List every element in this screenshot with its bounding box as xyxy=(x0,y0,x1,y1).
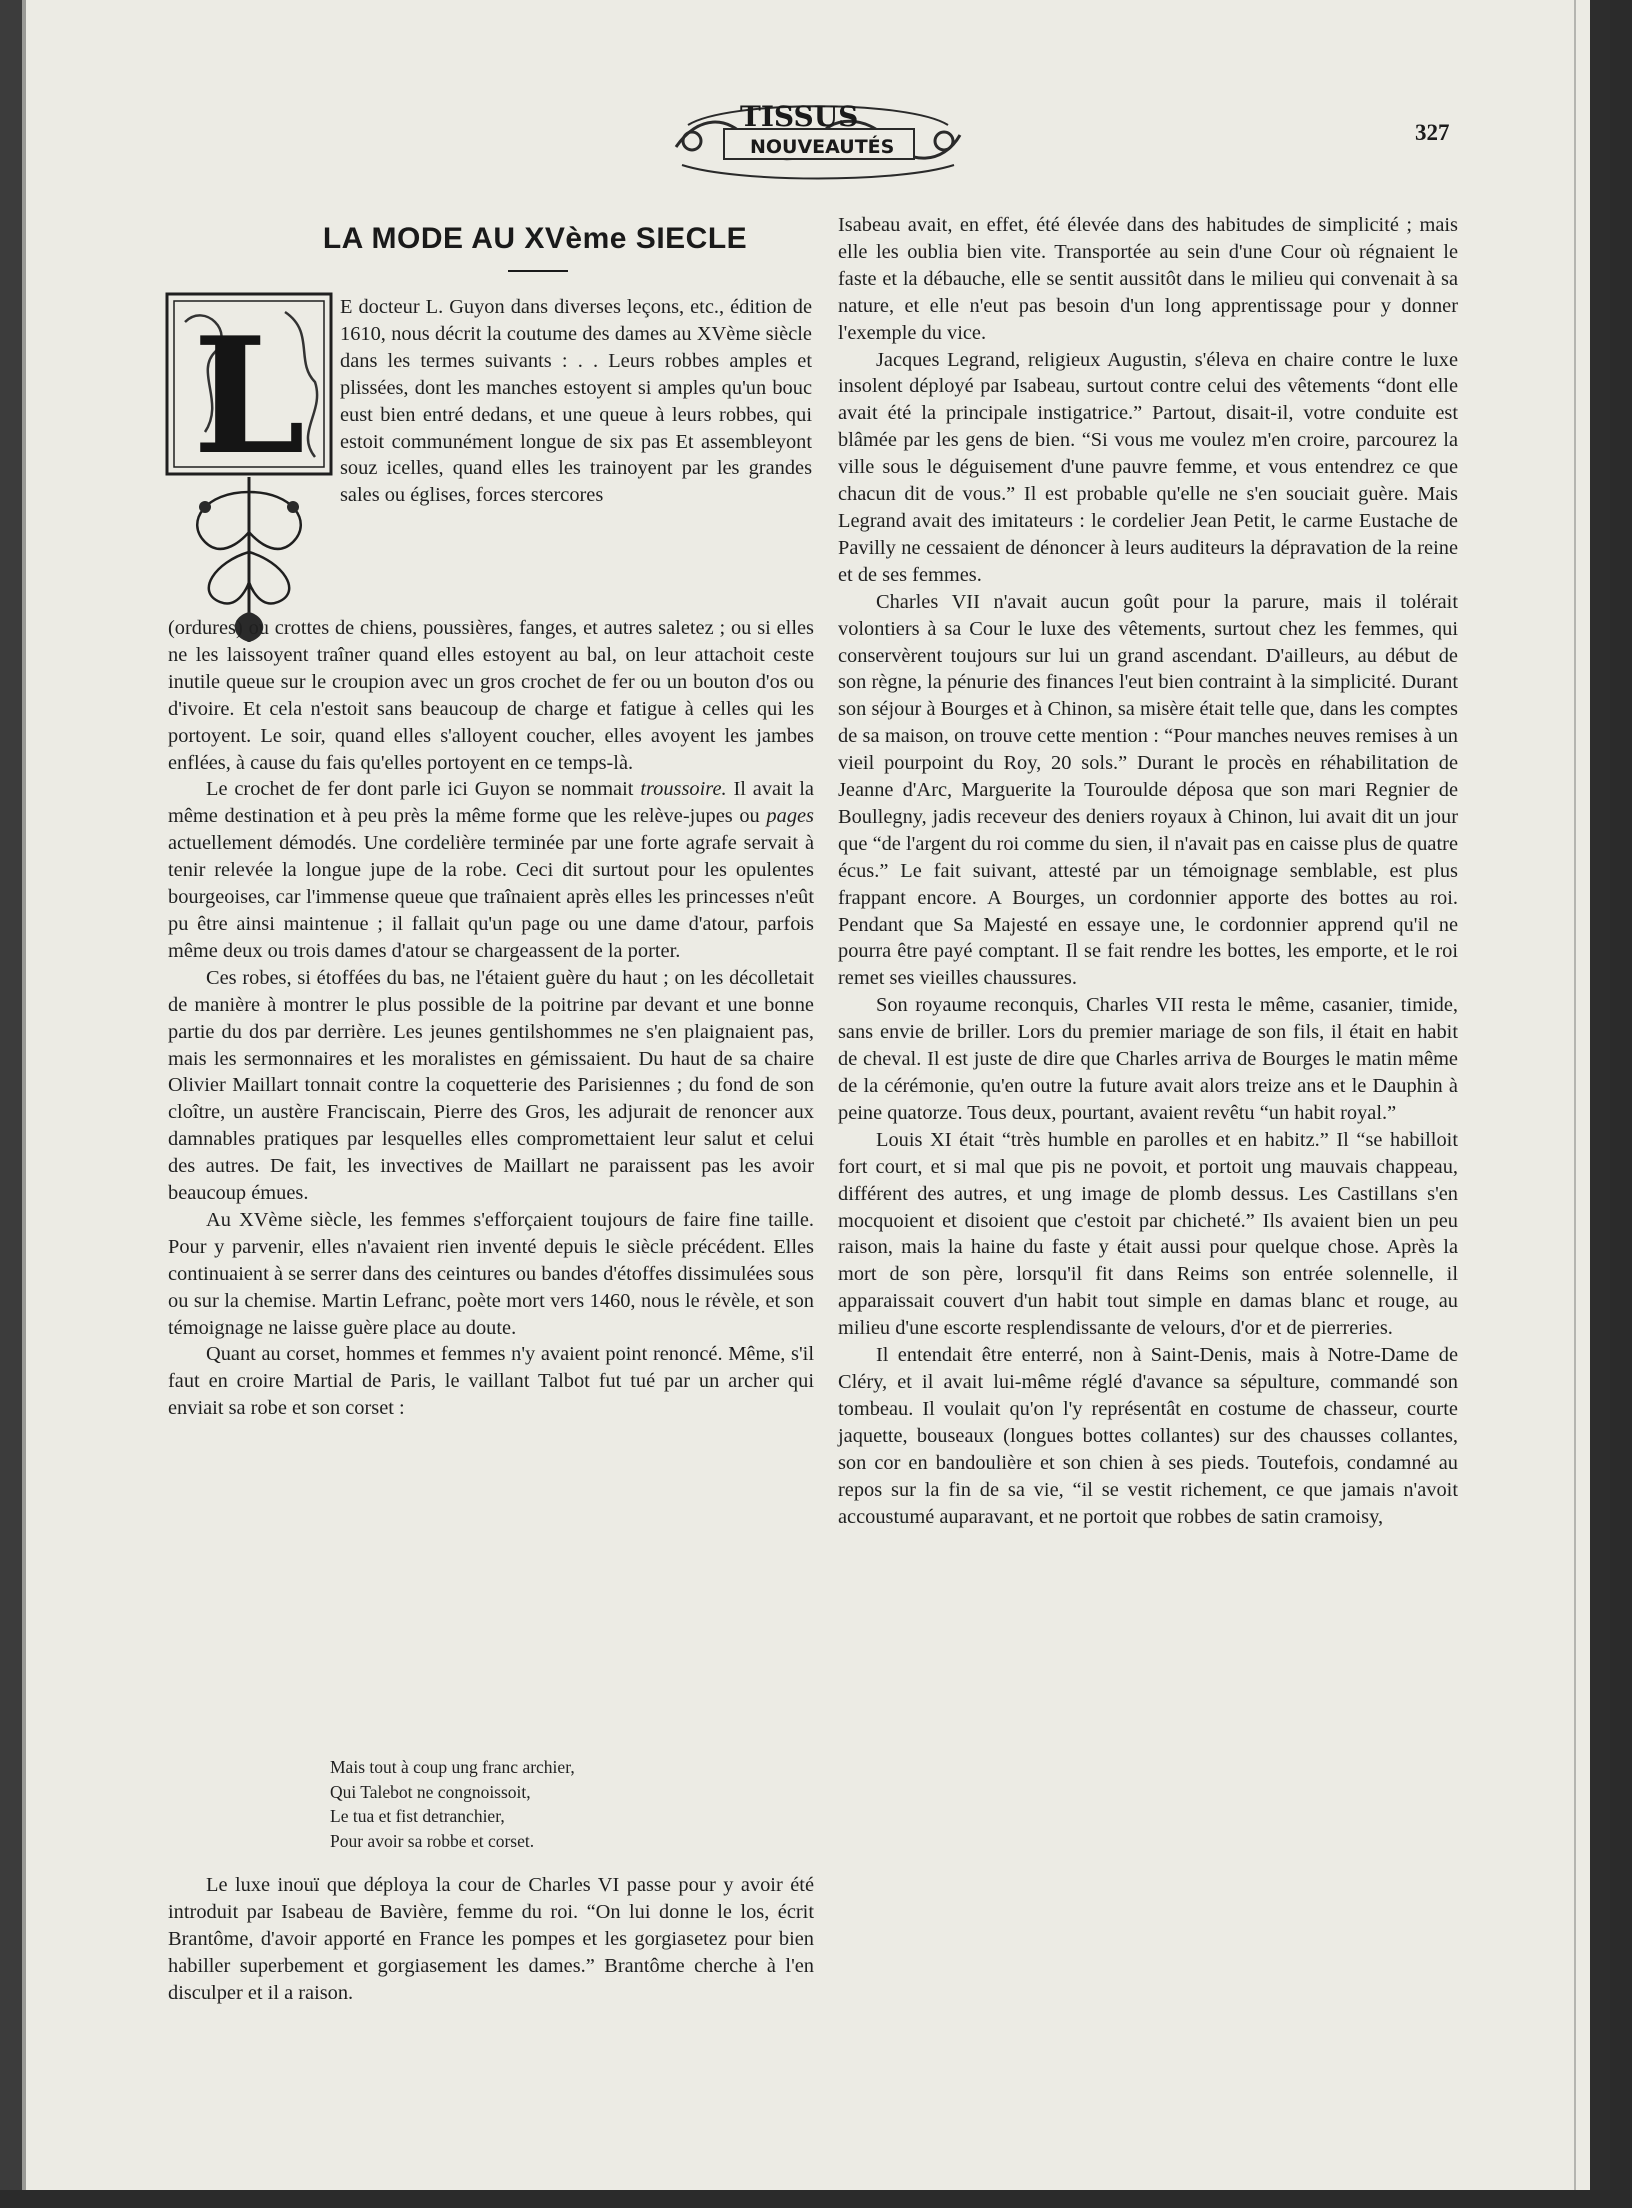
paragraph: Le luxe inouï que déploya la cour de Charles VI passe pour y avoir été introduit par Isabeau de Bavière, femme du roi. “On lui donne le los, écrit Brantôme, d'avoir apporté en France les pompes et les gorgiasetez pour bien habiller superbement et gorgiasement les dames.” Brantôme cherche à l'en disculper et il a raison. xyxy=(168,1874,814,2004)
svg-text:TISSUS: TISSUS xyxy=(740,100,859,133)
text-run: Il avait la même destination et à peu près la même forme que les relève-jupes ou xyxy=(168,778,814,828)
page-edge-line xyxy=(1574,0,1576,2190)
paragraph: Jacques Legrand, religieux Augustin, s'éleva en chaire contre le luxe insolent déployé par Isabeau, surtout contre celui des vêtements “dont elle avait été la principale instigatrice.” Partout, disait-il, votre conduite est blâmée par les gens de bien. “Si vous me voulez m'en croire, parcourez la ville sous le déguisement d'une pauvre femme, et vous entendrez ce que chacun dit de vous.” Il est probable qu'elle ne s'en souciait guère. Mais Legrand avait des imitateurs : le cordelier Jean Petit, le carme Eustache de Pavilly ne cessaient de dénoncer à leurs auditeurs la dépravation de la reine et de ses femmes. xyxy=(838,348,1458,586)
verse-line: Mais tout à coup ung franc archier, xyxy=(330,1757,575,1777)
dropcap-letter: L xyxy=(192,302,306,490)
verse-line: Qui Talebot ne congnoissoit, xyxy=(330,1781,531,1802)
paragraph: Au XVème siècle, les femmes s'efforçaient toujours de faire fine taille. Pour y parvenir, elles n'avaient rien inventé depuis le siècle précédent. Elles continuaient à se serrer dans des ceintures ou bandes d'étoffes dissimulées sous ou sur la chemise. Martin Lefranc, poète mort vers 1460, nous le révèle, et son témoignage ne laisse guère place au doute. xyxy=(168,1208,814,1339)
left-column xyxy=(168,615,814,1422)
intro-paragraph xyxy=(340,294,812,509)
text-run: Le crochet de fer dont parle ici Guyon se nommait xyxy=(206,778,634,801)
verse-line: Le tua et fist detranchier, xyxy=(330,1806,505,1826)
tissus-nouveautes-logo xyxy=(668,95,968,181)
paragraph: (ordures) ou crottes de chiens, poussières, fanges, et autres saletez ; ou si elles ne les laissoyent traîner quand elles estoyent au bal, on leur attachoit ceste inutile queue sur le croupion avec un gros crochet de fer ou un bouton d'os ou d'ivoire. Et cela n'estoit sans beaucoup de charge et fatigue à celles qui les portoyent. Le soir, quand elles s'alloyent coucher, elles avoyent les jambes enflées, à cause du fais qu'elles portoyent en ce temps-là. xyxy=(168,617,814,774)
title-rule xyxy=(508,270,568,272)
italic-term: troussoire. xyxy=(640,778,727,801)
verse-quote xyxy=(330,1755,750,1853)
paragraph: Son royaume reconquis, Charles VII resta le même, casanier, timide, sans envie de briller. Lors du premier mariage de son fils, il était en habit de cheval. Il est juste de dire que Charles arriva de Bourges le matin même de la cérémonie, qu'en outre la future avait alors treize ans et le Dauphin à peine quatorze. Tous deux, pourtant, avaient revêtu “un habit royal.” xyxy=(838,994,1458,1124)
paragraph: Louis XI était “très humble en parolles et en habitz.” Il “se habilloit fort court, et si mal que pis ne povoit, et portoit ung mauvais chappeau, différent des autres, et ung image de plomb dessus. Les Castillans s'en mocquoient et disoient que c'estoit par chicheté.” Ils avaient bien un peu raison, mais la haine du faste y était aussi pour quelque chose. Après la mort de son père, lorsqu'il fit dans Reims son entrée solennelle, il apparaissait couvert d'un habit tout simple en damas blanc et rouge, au milieu d'une escorte resplendissante de velours, d'or et de pierreries. xyxy=(838,1128,1458,1340)
paragraph: Isabeau avait, en effet, été élevée dans des habitudes de simplicité ; mais elle les oublia bien vite. Transportée au sein d'une Cour où régnaient le faste et la débauche, elle se sentit aussitôt dans le milieu qui convenait à sa nature, et elle n'eut pas besoin d'un long apprentissage pour y donner l'exemple du vice. xyxy=(838,214,1458,344)
paragraph: Charles VII n'avait aucun goût pour la parure, mais il tolérait volontiers à sa Cour le luxe des vêtements, surtout chez les femmes, qui conservèrent toujours sur lui un grand ascendant. D'ailleurs, au début de son règne, la pénurie des finances l'eut bien contraint à la simplicité. Durant son séjour à Bourges et à Chinon, sa misère était telle que, dans les comptes de sa maison, on trouve cette mention : “Pour manches neuves remises à un vieil pourpoint du Roy, 20 sols.” Durant le procès en réhabilitation de Jeanne d'Arc, Marguerite la Touroulde déposa que son mari Regnier de Boullegny, jadis receveur des deniers royaux à Chinon, lui avait dit un jour que “de l'argent du roi comme du sien, il n'avait pas en caisse plus de quatre écus.” Le fait suivant, attesté par un témoignage semblable, est plus frappant encore. A Bourges, un cordonnier apporte des bottes au roi. Pendant que Sa Majesté en essaye une, le cordonnier apprend qu'il ne pourra être payé comptant. Il se fait rendre les bottes, les emporte, et le roi remet ses vieilles chaussures. xyxy=(838,590,1458,990)
svg-text:NOUVEAUTÉS: NOUVEAUTÉS xyxy=(750,136,895,158)
gutter-edge xyxy=(22,0,26,2190)
intro-text: E docteur L. Guyon dans diverses leçons, etc., édition de 1610, nous décrit la coutume des dames au XVème siècle dans les termes suivants : . . Leurs robbes amples et plissées, dont les manches estoyent si amples qu'un bouc eust bien entré dedans, et une queue à leurs robbes, qui estoit communément longue de six pas Et assembleyont souz icelles, quand elles les trainoyent par les grandes sales ou églises, forces stercores xyxy=(340,296,812,507)
article-title: LA MODE AU XVème SIECLE xyxy=(322,222,748,255)
verse-line: Pour avoir sa robbe et corset. xyxy=(330,1830,535,1851)
scan-border-right xyxy=(1590,0,1610,2190)
paragraph: Il entendait être enterré, non à Saint-Denis, mais à Notre-Dame de Cléry, et il avait lui-même réglé d'avance sa sépulture, commandé son tombeau. Il voulait qu'on l'y représentât en costume de chasseur, courte jaquette, bouseaux (longues bottes collantes) sur des chausses collantes, son cor en bandoulière et son chien à ses pieds. Toutefois, condamné au repos sur la fin de sa vie, “il se vestit richement, ce que jamais n'avoit accoustumé auparavant, et ne portoit que robbes de satin cramoisy, xyxy=(838,1344,1458,1528)
paragraph: Ces robes, si étoffées du bas, ne l'étaient guère du haut ; on les décolletait de manière à montrer le plus possible de la poitrine par devant et une bonne partie du dos par derrière. Les jeunes gentilshommes ne s'en plaignaient pas, mais les sermonnaires et les moralistes en gémissaient. Du haut de sa chaire Olivier Maillart tonnait contre la coquetterie des Parisiennes ; du fond de son cloître, un austère Franciscain, Pierre des Gros, les adjurait de renoncer aux damnables pratiques par lesquelles elles compromettaient leur salut et celui des autres. De fait, les invectives de Maillart ne paraissent pas les avoir beaucoup émues. xyxy=(168,966,814,1205)
book-gutter xyxy=(0,0,22,2190)
text-run: actuellement démodés. Une cordelière terminée par une forte agrafe servait à tenir relevée la longue jupe de la robe. Ceci dit surtout pour les opulentes bourgeoises, car l'immense queue que traînaient après elles les princesses n'eût pu être ainsi maintenue ; il fallait qu'un page ou une dame d'atour, parfois même deux ou trois dames d'atour se chargeassent de la porter. xyxy=(168,832,814,962)
italic-term: pages xyxy=(766,805,814,828)
page-number: 327 xyxy=(1415,120,1450,145)
left-column-bottom xyxy=(168,1872,814,2007)
ornamental-dropcap xyxy=(165,292,333,652)
right-column xyxy=(838,212,1458,1530)
scan-border-bottom xyxy=(0,2190,1632,2208)
paragraph xyxy=(168,776,814,964)
paragraph: Quant au corset, hommes et femmes n'y avaient point renoncé. Même, s'il faut en croire Martial de Paris, le vaillant Talbot fut tué par un archer qui enviait sa robe et son corset : xyxy=(168,1343,814,1420)
